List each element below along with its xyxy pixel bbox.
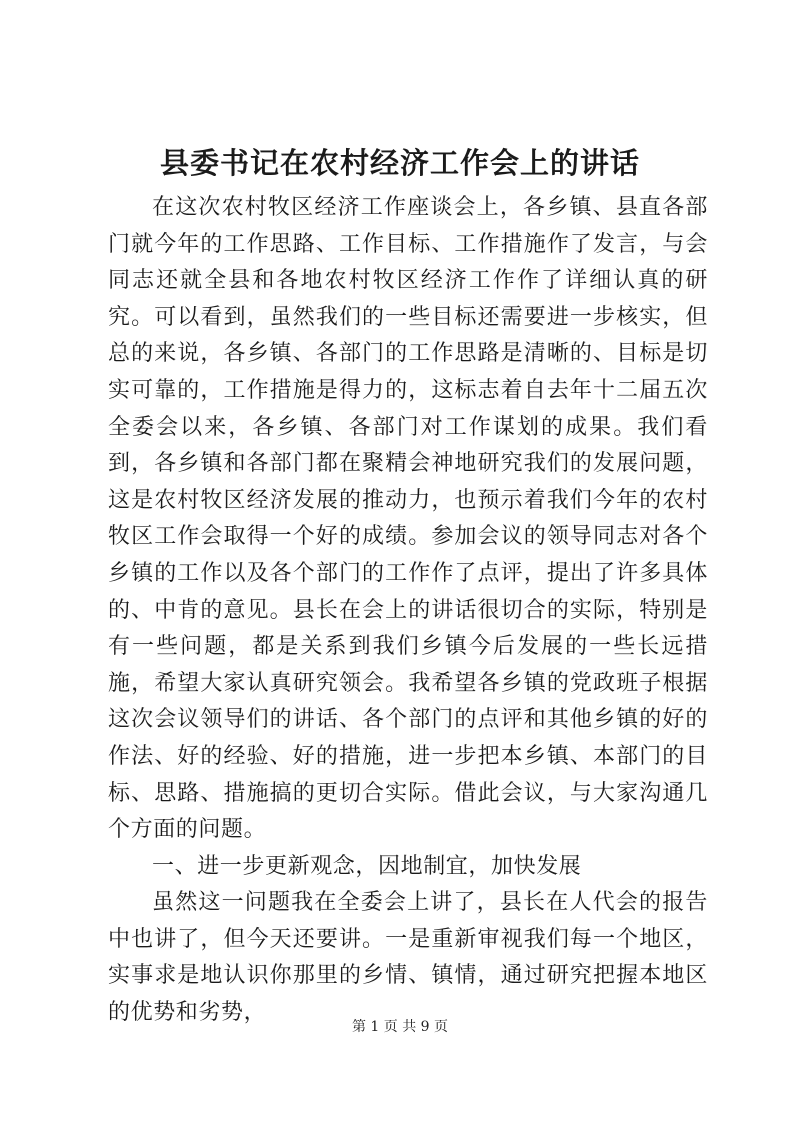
document-title: 县委书记在农村经济工作会上的讲话: [159, 146, 640, 180]
document-body: [108, 190, 708, 1032]
page-footer: 第 1 页 共 9 页: [351, 1019, 449, 1035]
section-heading: 一、进一步更新观念，因地制宜，加快发展: [152, 853, 582, 879]
section-paragraph: 虽然这一问题我在全委会上讲了，县长在人代会的报告中也讲了，但今天还要讲。一是重新审视我们每一个地区，实事求是地认识你那里的乡情、镇情，通过研究把握本地区的优势和劣势，: [108, 890, 708, 1026]
body-paragraph: 在这次农村牧区经济工作座谈会上，各乡镇、县直各部门就今年的工作思路、工作目标、工作措施作了发言，与会同志还就全县和各地农村牧区经济工作作了详细认真的研究。可以看到，虽然我们的一些目标还需要进一步核实，但总的来说，各乡镇、各部门的工作思路是清晰的、目标是切实可靠的，工作措施是得力的，这标志着自去年十二届五次全委会以来，各乡镇、各部门对工作谋划的成果。我们看到，各乡镇和各部门都在聚精会神地研究我们的发展问题，这是农村牧区经济发展的推动力，也预示着我们今年的农村牧区工作会取得一个好的成绩。参加会议的领导同志对各个乡镇的工作以及各个部门的工作作了点评，提出了许多具体的、中肯的意见。县长在会上的讲话很切合的实际，特别是有一些问题，都是关系到我们乡镇今后发展的一些长远措施，希望大家认真研究领会。我希望各乡镇的党政班子根据这次会议领导们的讲话、各个部门的点评和其他乡镇的好的作法、好的经验、好的措施，进一步把本乡镇、本部门的目标、思路、措施搞的更切合实际。借此会议，与大家沟通几个方面的问题。: [108, 195, 708, 843]
